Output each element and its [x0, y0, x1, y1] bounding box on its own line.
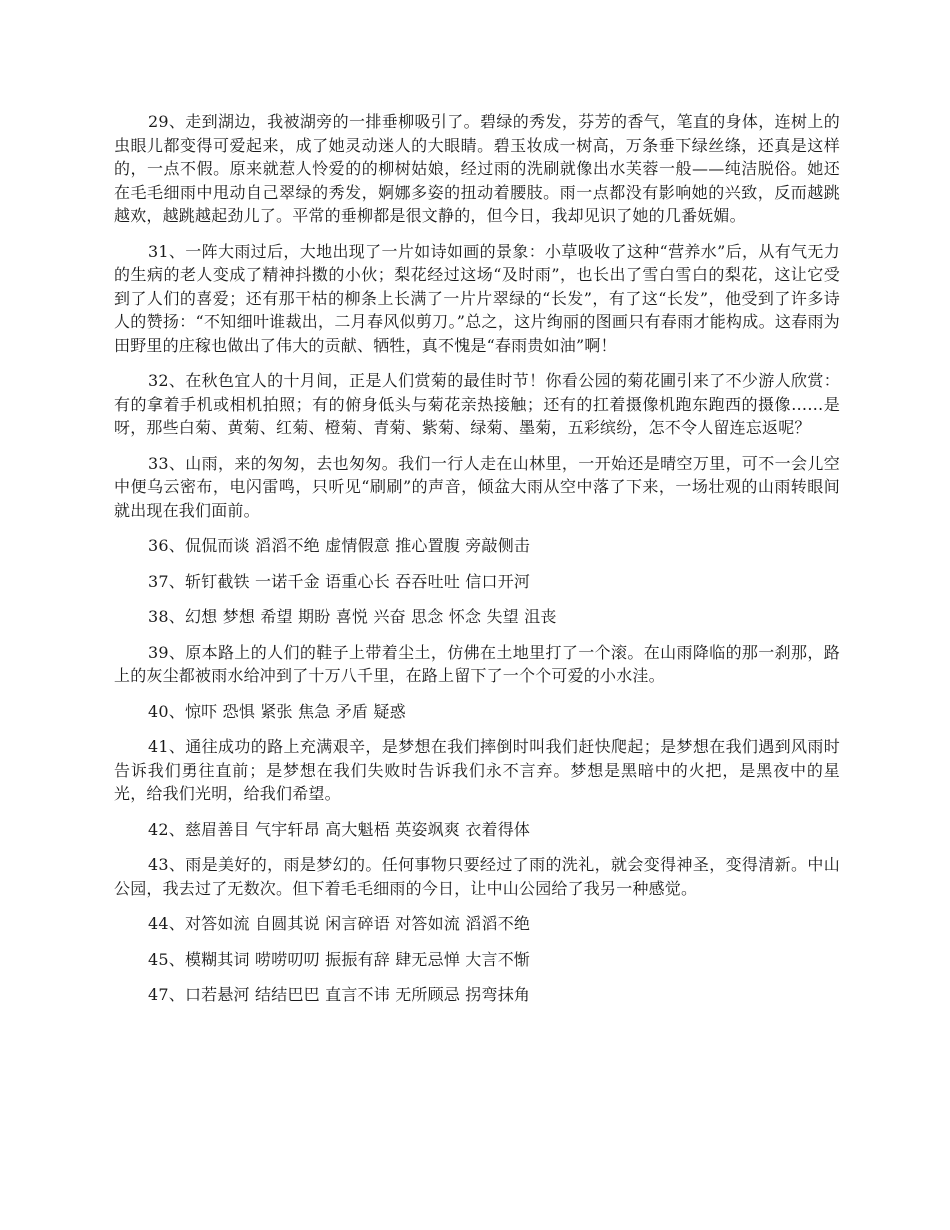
paragraph-39: 39、原本路上的人们的鞋子上带着尘土，仿佛在土地里打了一个滚。在山雨降临的那一刹那，路上的灰尘都被雨水给冲到了十万八千里，在路上留下了一个个可爱的小水洼。: [114, 642, 840, 685]
paragraph-36: 36、侃侃而谈 滔滔不绝 虚情假意 推心置腹 旁敲侧击: [148, 536, 531, 555]
paragraph-29: 29、走到湖边，我被湖旁的一排垂柳吸引了。碧绿的秀发，芬芳的香气，笔直的身体，连树上的虫眼儿都变得可爱起来，成了她灵动迷人的大眼睛。碧玉妆成一树高，万条垂下绿丝绦，还真是这样的，一点不假。原来就惹人怜爱的的柳树姑娘，经过雨的洗刷就像出水芙蓉一般——纯洁脱俗。她还在毛毛细雨中甩动自己翠绿的秀发，婀娜多姿的扭动着腰肢。雨一点都没有影响她的兴致，反而越跳越欢，越跳越起劲儿了。平常的垂柳都是很文静的，但今日，我却见识了她的几番妩媚。: [114, 112, 840, 225]
paragraph-38: 38、幻想 梦想 希望 期盼 喜悦 兴奋 思念 怀念 失望 沮丧: [148, 607, 557, 626]
paragraph-43: 43、雨是美好的，雨是梦幻的。任何事物只要经过了雨的洗礼，就会变得神圣，变得清新。中山公园，我去过了无数次。但下着毛毛细雨的今日，让中山公园给了我另一种感觉。: [114, 855, 840, 898]
paragraph-44: 44、对答如流 自圆其说 闲言碎语 对答如流 滔滔不绝: [148, 914, 531, 933]
paragraph-45: 45、模糊其词 唠唠叨叨 振振有辞 肆无忌惮 大言不惭: [148, 949, 531, 969]
paragraph-41: 41、通往成功的路上充满艰辛，是梦想在我们摔倒时叫我们赶快爬起；是梦想在我们遇到风雨时告诉我们勇往直前；是梦想在我们失败时告诉我们永不言弃。梦想是黑暗中的火把，是黑夜中的星光，给我们光明，给我们希望。: [114, 737, 840, 803]
paragraph-31: 31、一阵大雨过后，大地出现了一片如诗如画的景象：小草吸收了这种“营养水”后，从有气无力的生病的老人变成了精神抖擞的小伙；梨花经过这场“及时雨”，也长出了雪白雪白的梨花，这让它受到了人们的喜爱；还有那干枯的柳条上长满了一片片翠绿的“长发”，有了这“长发”，他受到了许多诗人的赞扬：“不知细叶谁裁出，二月春风似剪刀。”总之，这片绚丽的图画只有春雨才能构成。这春雨为田野里的庄稼也做出了伟大的贡献、牺牲，真不愧是“春雨贵如油”啊！: [114, 241, 840, 355]
paragraph-33: 33、山雨，来的匆匆，去也匆匆。我们一行人走在山林里，一开始还是晴空万里，可不一会儿空中便乌云密布，电闪雷鸣，只听见“刷刷”的声音，倾盆大雨从空中落了下来，一场壮观的山雨转眼间就出现在我们面前。: [114, 453, 840, 520]
paragraph-40: 40、惊吓 恐惧 紧张 焦急 矛盾 疑惑: [148, 701, 406, 721]
paragraph-37: 37、斩钉截铁 一诺千金 语重心长 吞吞吐吐 信口开河: [148, 571, 531, 591]
document-body: [114, 110, 840, 1019]
paragraph-32: 32、在秋色宜人的十月间，正是人们赏菊的最佳时节！你看公园的菊花圃引来了不少游人欣赏：有的拿着手机或相机拍照；有的俯身低头与菊花亲热接触；还有的扛着摄像机跑东跑西的摄像……是呀，那些白菊、黄菊、红菊、橙菊、青菊、紫菊、绿菊、墨菊，五彩缤纷，怎不令人留连忘返呢？: [114, 371, 840, 437]
paragraph-42: 42、慈眉善目 气宇轩昂 高大魁梧 英姿飒爽 衣着得体: [148, 819, 531, 839]
paragraph-47: 47、口若悬河 结结巴巴 直言不讳 无所顾忌 拐弯抹角: [148, 985, 531, 1004]
